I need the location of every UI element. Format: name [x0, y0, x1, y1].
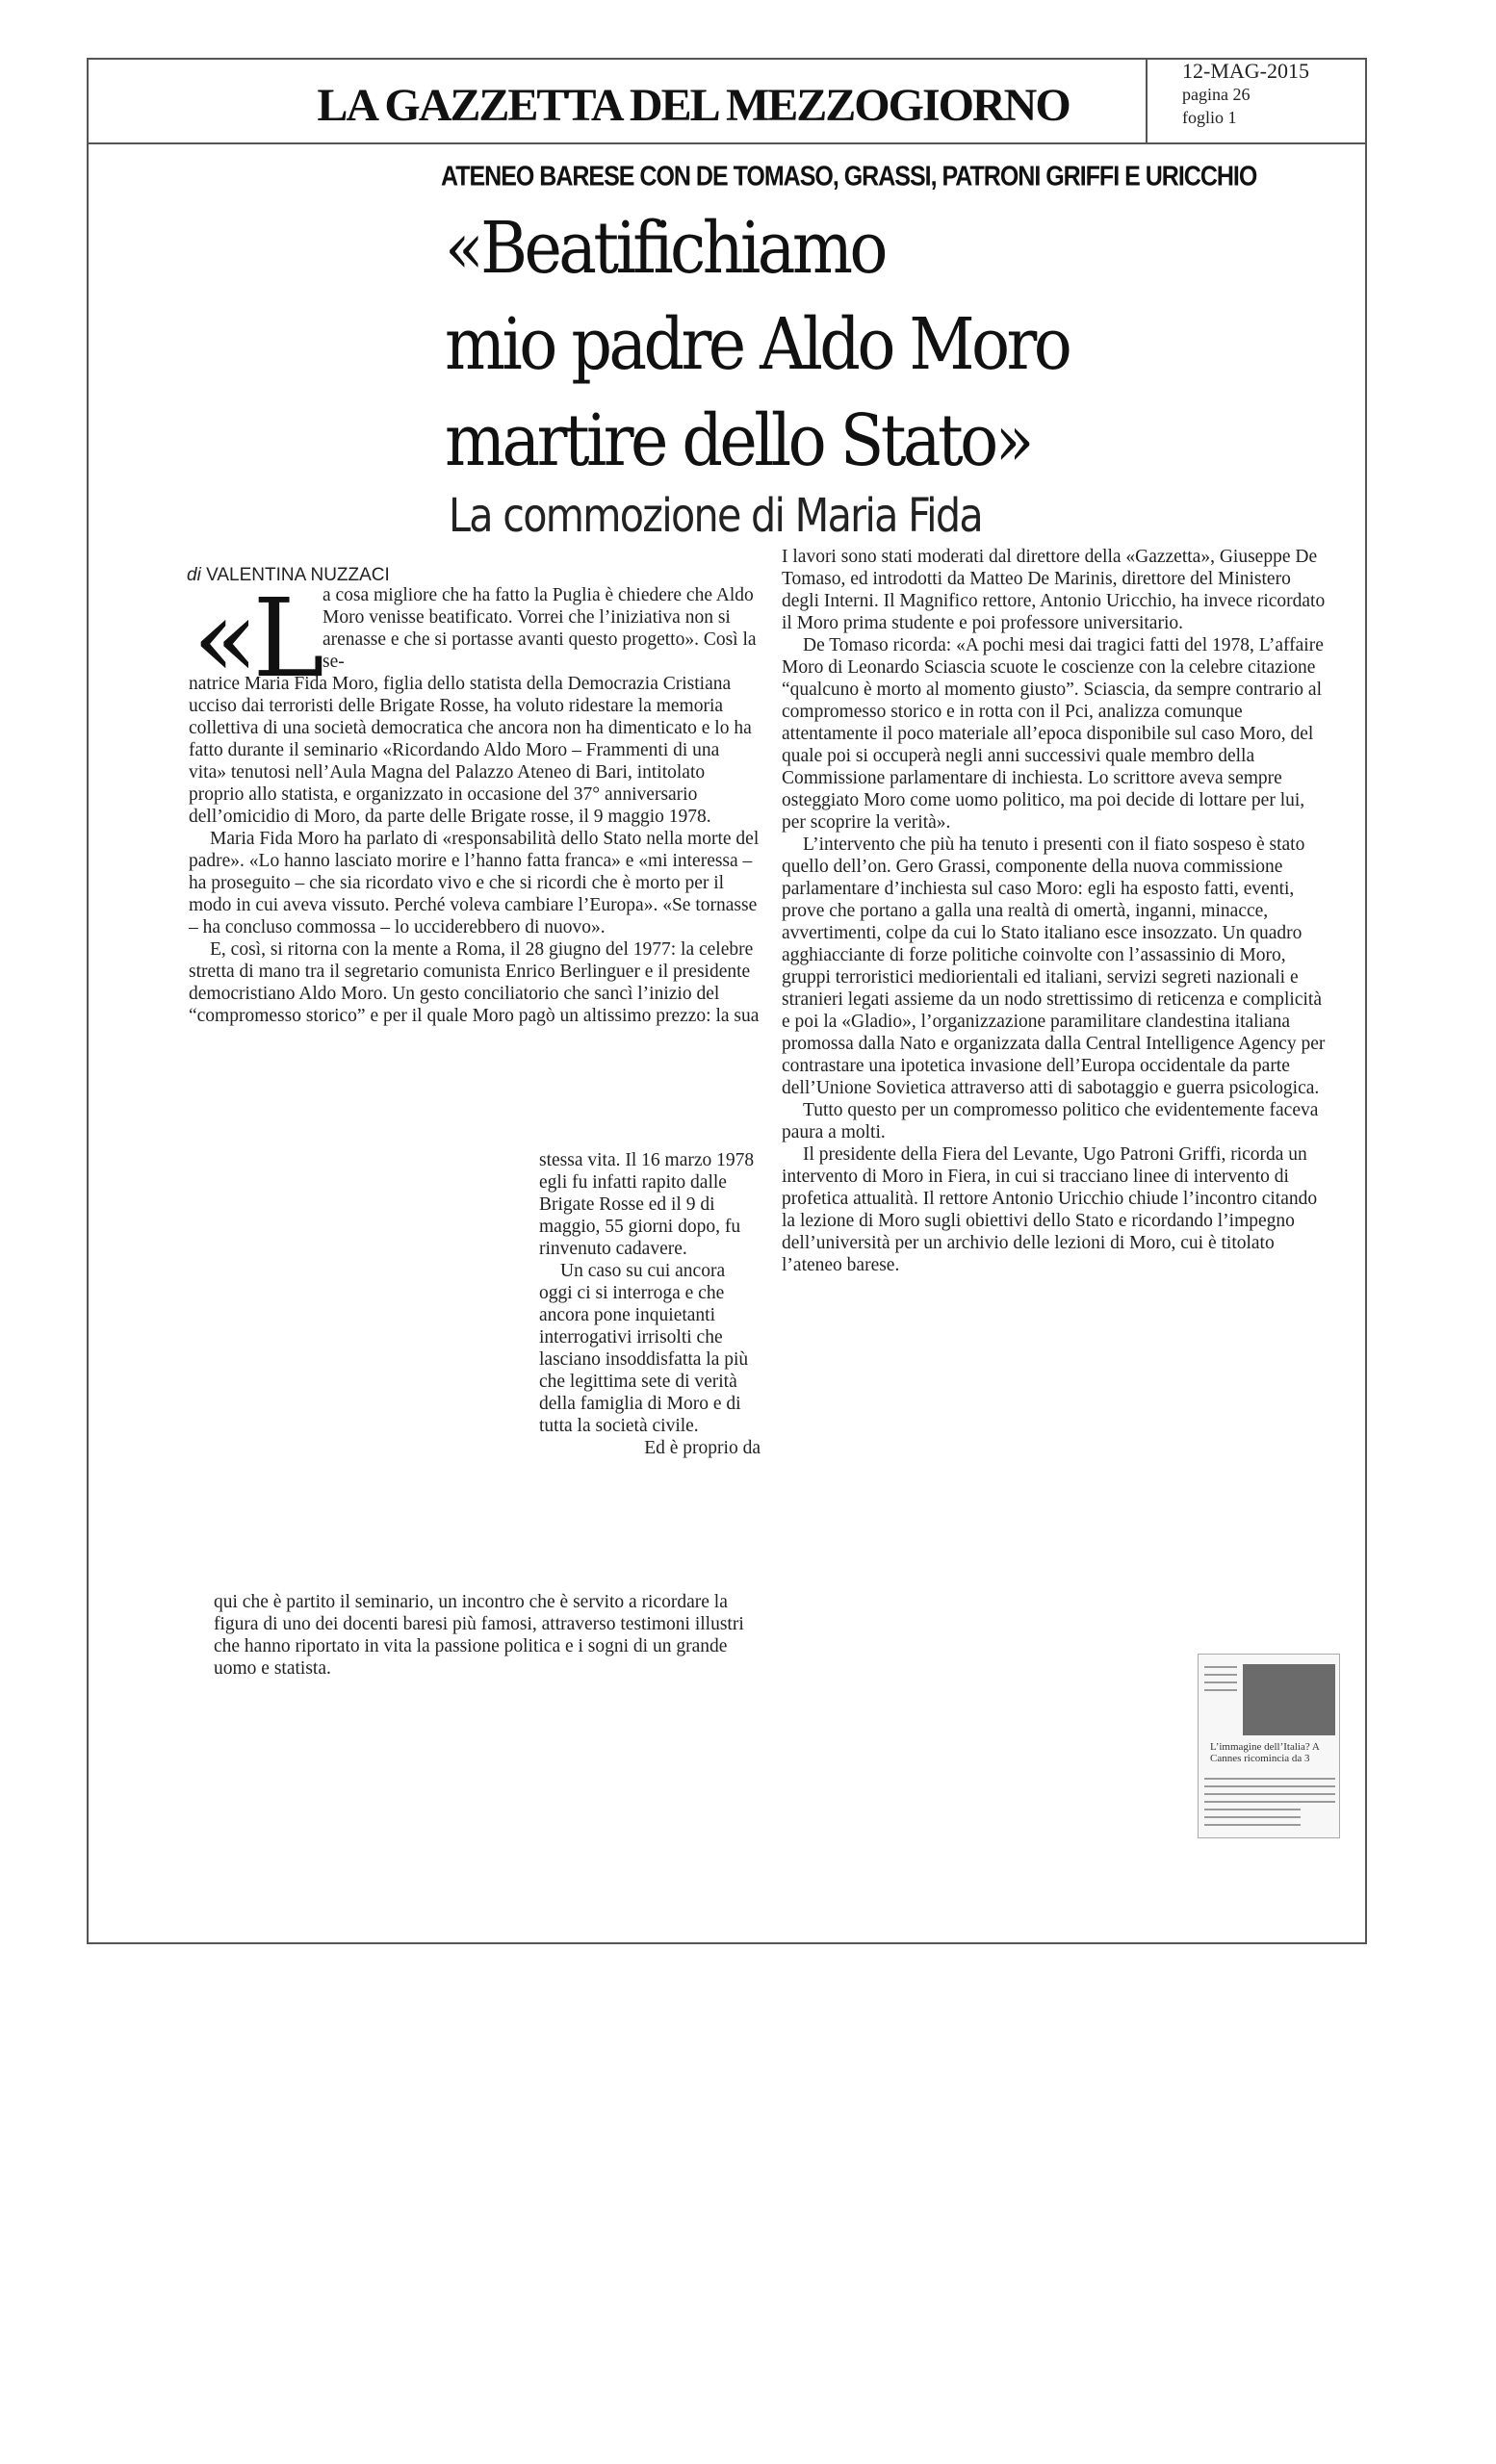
paragraph: Il presidente della Fiera del Levante, Ugo Patroni Griffi, ricorda un intervento di Moro in Fiera, in cui si tracciano linee di intervento di profetica attualità. Il rettore Antonio Uricchio chiude l’incontro citando la lezione di Moro sugli obiettivi dello Stato e ricordando l’impegno dell’università per un archivio delle lezioni di Moro, cui è titolato l’ateneo barese. — [782, 1144, 1318, 1275]
paragraph: Tutto questo per un compromesso politico che evidentemente faceva paura a molti. — [782, 1100, 1319, 1142]
article-headline — [445, 200, 1138, 489]
paragraph: stessa vita. Il 16 marzo 1978 egli fu infatti rapito dalle Brigate Rosse ed il 9 di maggio, 55 giorni dopo, fu rinvenuto cadavere. — [539, 1150, 755, 1259]
date-text: 12-MAG-2015 — [1182, 59, 1309, 83]
lead-paragraph-start — [322, 584, 761, 673]
article-kicker: ATENEO BARESE CON DE TOMASO, GRASSI, PATRONI GRIFFI E URICCHIO — [441, 161, 1257, 192]
thumbnail-text-line — [1204, 1674, 1237, 1676]
thumbnail-text-line — [1204, 1666, 1237, 1668]
byline-prefix: di — [187, 565, 201, 585]
paragraph: qui che è partito il seminario, un incontro che è servito a ricordare la figura di uno dei docenti baresi più famosi, attraverso testimoni illustri che hanno riportato in vita la passione politica e i sogni di un grande uomo e statista. — [214, 1592, 744, 1679]
page-thumbnail — [1198, 1654, 1340, 1838]
paragraph: natrice Maria Fida Moro, figlia dello statista della Democrazia Cristiana ucciso dai terroristi delle Brigate Rosse, ha voluto ridestare la memoria collettiva di una società democratica che ancora non ha dimenticato e lo ha fatto durante il seminario «Ricordando Aldo Moro – Frammenti di una vita» tenutosi nell’Aula Magna del Palazzo Ateneo di Bari, intitolato proprio allo statista, e organizzato in occasione del 37° anniversario dell’omicidio di Moro, da parte delle Brigate rosse, il 9 maggio 1978. — [189, 674, 752, 827]
thumbnail-text-line — [1204, 1801, 1335, 1803]
left-column-closing-text — [214, 1591, 753, 1680]
drop-cap: «L — [193, 577, 319, 702]
newspaper-masthead: LA GAZZETTA DEL MEZZOGIORNO — [317, 80, 1070, 131]
headline-line: martire dello Stato» — [445, 399, 1031, 482]
page-number-text: pagina 26 — [1182, 85, 1251, 104]
paragraph: E, così, si ritorna con la mente a Roma, il 28 giugno del 1977: la celebre stretta di mano tra il segretario comunista Enrico Berlinguer e il presidente democristiano Aldo Moro. Un gesto conciliatorio che sancì l’inizio del “compromesso storico” e per il quale Moro pagò un altissimo prezzo: la sua — [189, 939, 760, 1026]
thumbnail-caption: L’immagine dell’Italia? A Cannes ricomincia da 3 — [1210, 1741, 1320, 1764]
paragraph: Maria Fida Moro ha parlato di «responsabilità dello Stato nella morte del padre». «Lo hanno lasciato morire e l’hanno fatta franca» e «mi interessa – ha proseguito – che sia ricordato vivo e che si ricordi che è morto per il modo in cui aveva vissuto. Perché voleva cambiare l’Europa». «Se tornasse – ha concluso commossa – lo ucciderebbero di nuovo». — [189, 829, 760, 937]
thumbnail-text-line — [1204, 1824, 1301, 1826]
paragraph: I lavori sono stati moderati dal direttore della «Gazzetta», Giuseppe De Tomaso, ed introdotti da Matteo De Marinis, direttore del Ministero degli Interni. Il Magnifico rettore, Antonio Uricchio, ha invece ricordato il Moro prima studente e poi professore universitario. — [782, 547, 1326, 633]
paragraph: a cosa migliore che ha fatto la Puglia è chiedere che Aldo Moro venisse beatificato. Vorrei che l’iniziativa non si arenasse e che si portasse avanti questo progetto». Così la se- — [322, 585, 757, 672]
thumbnail-photo — [1243, 1664, 1335, 1735]
thumbnail-text-line — [1204, 1793, 1335, 1795]
thumbnail-text-line — [1204, 1778, 1335, 1780]
paragraph: Un caso su cui ancora oggi ci si interroga e che ancora pone inquietanti interrogativi irrisolti che lasciano insoddisfatta la più che legittima sete di verità della famiglia di Moro e di tutta la società civile. — [539, 1261, 749, 1436]
article-subheadline: La commozione di Maria Fida — [449, 489, 982, 543]
paragraph: De Tomaso ricorda: «A pochi mesi dai tragici fatti del 1978, L’affaire Moro di Leonardo Sciascia scuote le coscienze con la celebre citazione “qualcuno è morto al momento giusto”. Sciascia, da sempre contrario al compromesso storico e in rotta con il Pci, analizza comunque attentamente il poco materiale all’epoca disponibile sul caso Moro, del quale poi si occuperà negli anni successivi quale membro della Commissione parlamentare di inchiesta. Lo scrittore aveva sempre osteggiato Moro come uomo politico, ma poi decide di lottare per lui, per scoprire la verità». — [782, 635, 1324, 833]
paragraph: L’intervento che più ha tenuto i presenti con il fiato sospeso è stato quello dell’on. Gero Grassi, componente della nuova commissione parlamentare d’inchiesta sul caso Moro: egli ha esposto fatti, eventi, prove che portano a galla una realtà di omertà, inganni, minacce, avvertimenti, colpe da cui lo Stato italiano esce insozzato. Un quadro agghiacciante di forze politiche coinvolte con l’assassinio di Moro, gruppi terroristici mediorientali ed italiani, servizi segreti nazionali e stranieri legati assieme da un nodo strettissimo di reticenza e complicità e poi la «Gladio», l’organizzazione paramilitare clandestina italiana promossa dalla Nato e organizzata dalla Central Intelligence Agency per contrastare una ipotetica invasione dell’Europa occidentale da parte dell’Unione Sovietica attraverso atti di sabotaggio e guerra psicologica. — [782, 834, 1326, 1098]
right-column-text — [782, 546, 1332, 1276]
thumbnail-text-line — [1204, 1809, 1301, 1810]
left-narrow-column-text — [539, 1149, 761, 1459]
byline-author: VALENTINA NUZZACI — [206, 565, 390, 585]
headline-line: mio padre Aldo Moro — [445, 303, 1070, 386]
sheet-number-text: foglio 1 — [1182, 108, 1237, 127]
paragraph: Ed è proprio da — [644, 1438, 761, 1458]
headline-line: «Beatifichiamo — [445, 207, 885, 290]
thumbnail-text-line — [1204, 1816, 1301, 1818]
thumbnail-text-line — [1204, 1689, 1237, 1691]
thumbnail-text-line — [1204, 1785, 1335, 1787]
date-info-box — [1146, 58, 1367, 144]
left-column-text — [189, 673, 761, 1027]
thumbnail-text-line — [1204, 1681, 1237, 1683]
